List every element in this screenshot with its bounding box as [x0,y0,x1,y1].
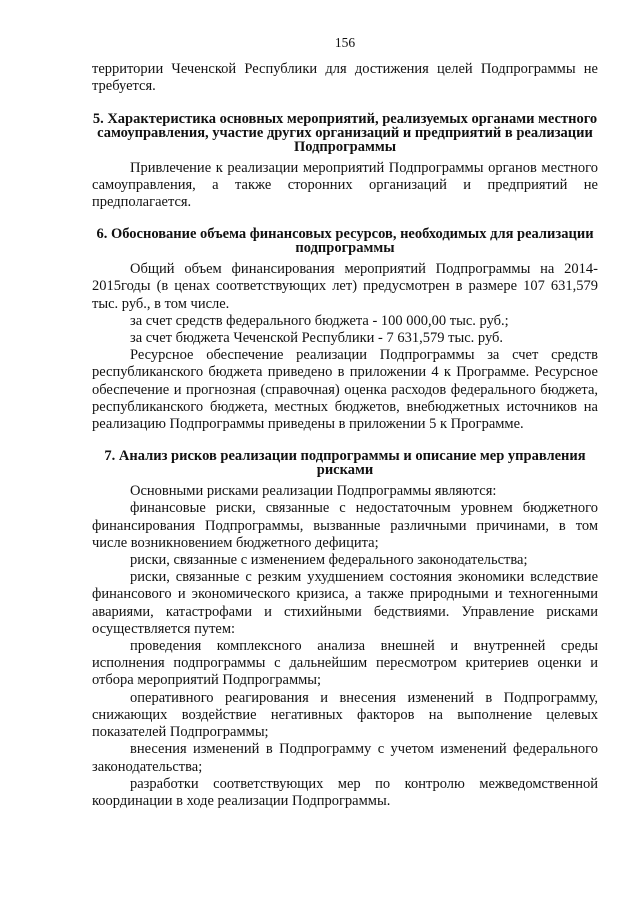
section-5-paragraph: Привлечение к реализации мероприятий Подпрограммы органов местного самоуправления, а также сторонних организаций и предприятий не предполагается. [92,159,598,211]
section-6-heading: 6. Обоснование объема финансовых ресурсов, необходимых для реализации подпрограммы [96,226,594,257]
section-5-heading: 5. Характеристика основных мероприятий, реализуемых органами местного самоуправления, участие других организаций и предприятий в реализации Подпрограммы [92,110,598,155]
section-7-paragraph: Основными рисками реализации Подпрограммы являются: [130,483,497,500]
intro-paragraph: территории Чеченской Республики для достижения целей Подпрограммы не требуется. [92,61,598,95]
document-page [92,34,598,810]
section-6-paragraph-republic: за счет бюджета Чеченской Республики - 7 631,579 тыс. руб. [130,330,504,347]
section-7-heading: 7. Анализ рисков реализации подпрограммы и описание мер управления рисками [104,448,586,479]
section-7-paragraph: разработки соответствующих мер по контролю межведомственной координации в ходе реализации Подпрограммы. [92,775,598,809]
section-7-paragraph: оперативного реагирования и внесения изменений в Подпрограмму, снижающих воздействие негативных факторов на выполнение целевых показателей Подпрограммы; [92,689,598,741]
section-7-paragraph: внесения изменений в Подпрограмму с учетом изменений федерального законодательства; [92,741,598,775]
section-7-paragraph: проведения комплексного анализа внешней и внутренней среды исполнения подпрограммы с дальнейшим пересмотром критериев оценки и отбора мероприятий Подпрограммы; [92,638,598,689]
section-6-paragraph-resources: Ресурсное обеспечение реализации Подпрограммы за счет средств республиканского бюджета приведено в приложении 4 к Программе. Ресурсное обеспечение и прогнозная (справочная) оценка расходов федерального бюджета, республиканского бюджета, местных бюджетов, внебюджетных источников на реализацию Подпрограммы приведены в приложении 5 к Программе. [92,347,598,433]
section-7-paragraph: риски, связанные с изменением федерального законодательства; [130,552,528,569]
section-6-paragraph-federal: за счет средств федерального бюджета - 100 000,00 тыс. руб.; [130,312,509,329]
section-7-paragraph: риски, связанные с резким ухудшением состояния экономики вследствие финансового и экономического кризиса, а также природными и техногенными авариями, катастрофами и стихийными бедствиями. Управление рисками осуществляется путем: [92,569,598,637]
section-6-paragraph-total: Общий объем финансирования мероприятий Подпрограммы на 2014-2015годы (в ценах соответствующих лет) предусмотрен в размере 107 631,579 тыс. руб., в том числе. [92,261,598,312]
page-number: 156 [334,35,356,50]
section-7-paragraph: финансовые риски, связанные с недостаточным уровнем бюджетного финансирования Подпрограммы, вызванные различными причинами, в том числе возникновением бюджетного дефицита; [92,500,598,551]
